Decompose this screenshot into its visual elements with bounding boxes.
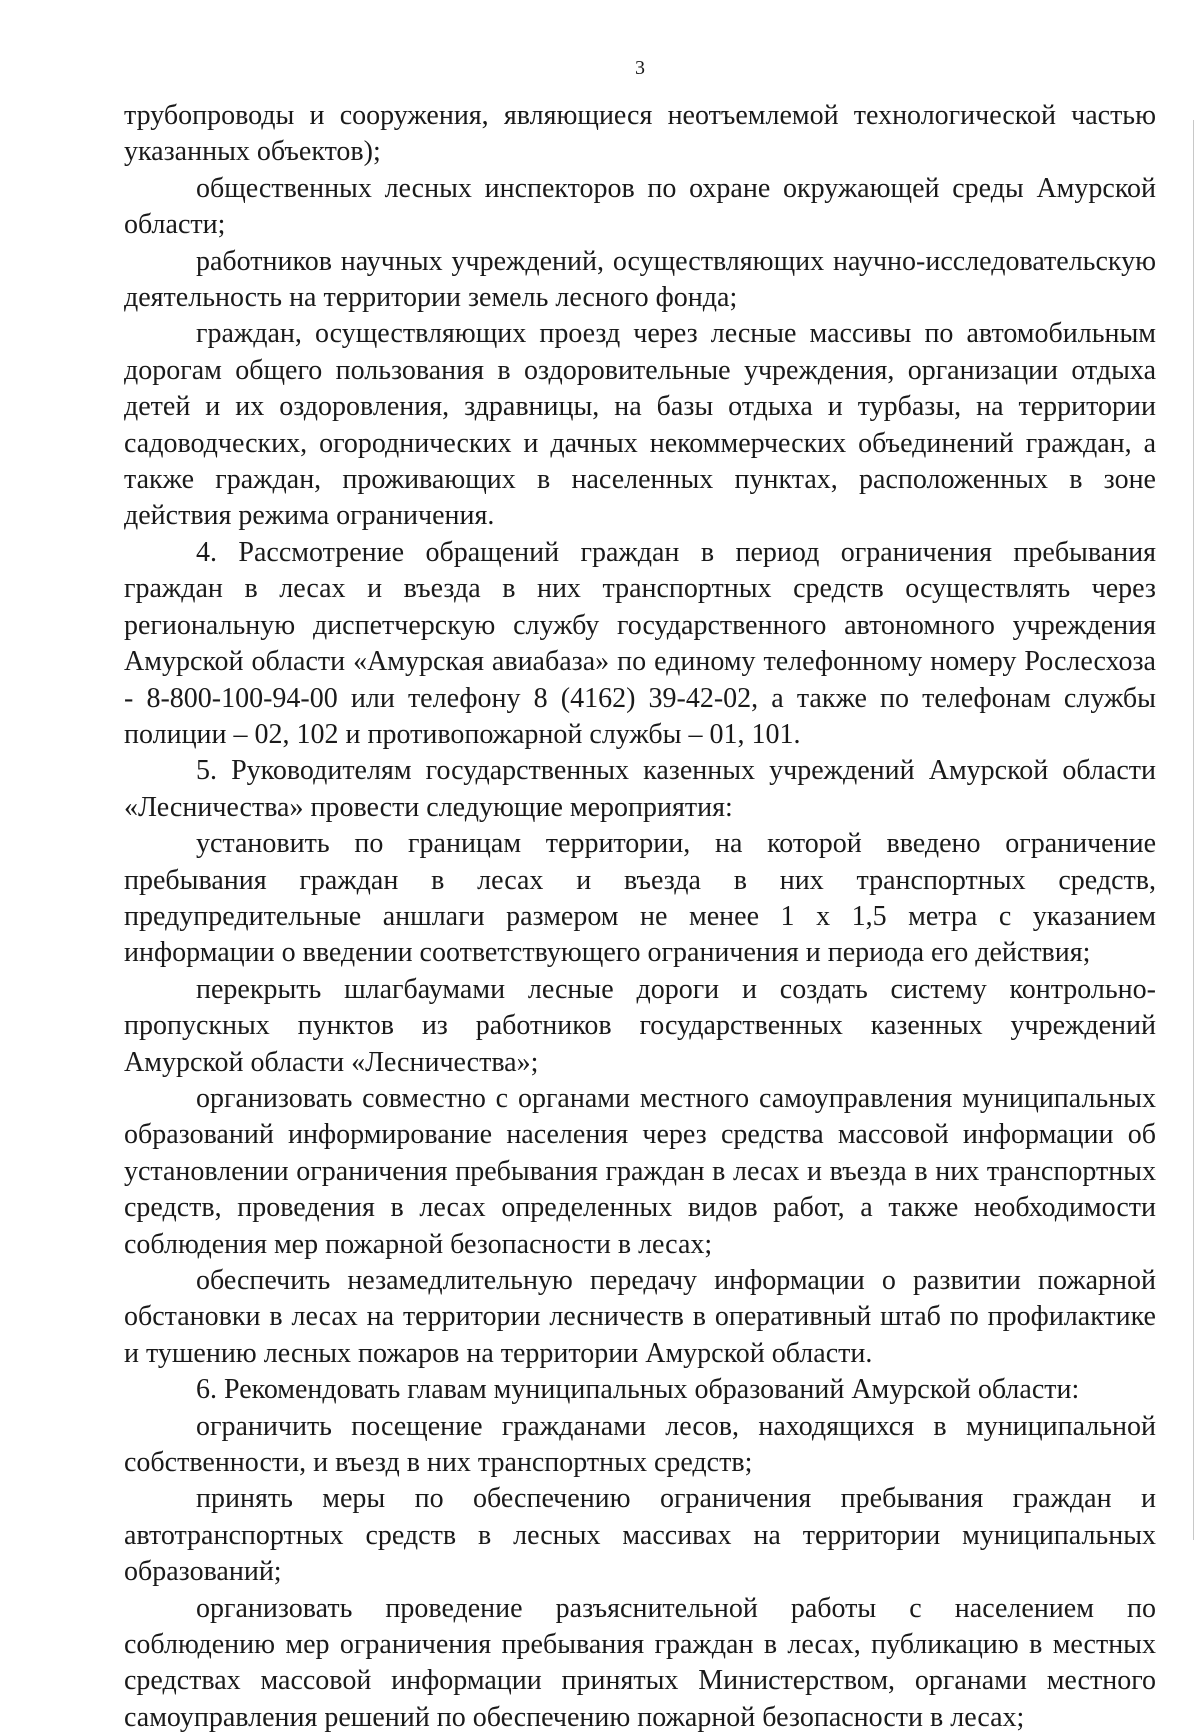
paragraph-research-workers: работников научных учреждений, осуществляющих научно-исследовательскую деятельность на территории земель лесного фонда; [124, 245, 1156, 314]
paragraph-item-4: 4. Рассмотрение обращений граждан в период ограничения пребывания граждан в лесах и въезда в них транспортных средств осуществлять через региональную диспетчерскую службу государственного автономного учреждения Амурской области «Амурская авиабаза» по единому телефонному номеру Рослесхоза - 8-800-100-94-00 или телефону 8 (4162) 39-42-02, а также по телефонам службы полиции – 02, 102 и противопожарной службы – 01, 101. [124, 536, 1156, 750]
paragraph-take-measures: принять меры по обеспечению ограничения пребывания граждан и автотранспортных средств в лесных массивах на территории муниципальных образований; [124, 1483, 1156, 1588]
document-body [124, 98, 1156, 1736]
paragraph-inform-population: организовать совместно с органами местного самоуправления муниципальных образований информирование населения через средства массовой информации об установлении ограничения пребывания граждан в лесах и въезда в них транспортных средств, проведения в лесах определенных видов работ, а также необходимости соблюдения мер пожарной безопасности в лесах; [124, 1082, 1156, 1260]
paragraph-item-5: 5. Руководителям государственных казенных учреждений Амурской области «Лесничества» провести следующие мероприятия: [124, 755, 1156, 823]
paragraph-explanatory-work: организовать проведение разъяснительной работы с населением по соблюдению мер ограничения пребывания граждан в лесах, публикацию в местных средствах массовой информации принятых Министерством, органами местного самоуправления решений по обеспечению пожарной безопасности в лесах; [124, 1592, 1156, 1733]
page-number: 3 [635, 57, 645, 79]
paragraph-barriers: перекрыть шлагбаумами лесные дороги и создать систему контрольно-пропускных пунктов из работников государственных казенных учреждений Амурской области «Лесничества»; [124, 973, 1156, 1078]
paragraph-forest-inspectors: общественных лесных инспекторов по охране окружающей среды Амурской области; [124, 172, 1156, 241]
paragraph-restrict-visits: ограничить посещение гражданами лесов, находящихся в муниципальной собственности, и въезд в них транспортных средств; [124, 1410, 1156, 1479]
paragraph-1-continuation: трубопроводы и сооружения, являющиеся неотъемлемой технологической частью указанных объектов); [124, 100, 1156, 168]
paragraph-citizens-transit: граждан, осуществляющих проезд через лесные массивы по автомобильным дорогам общего пользования в оздоровительные учреждения, организации отдыха детей и их оздоровления, здравницы, на базы отдыха и турбазы, на территории садоводческих, огороднических и дачных некоммерческих объединений граждан, а также граждан, проживающих в населенных пунктах, расположенных в зоне действия режима ограничения. [124, 318, 1156, 532]
paragraph-fire-reporting: обеспечить незамедлительную передачу информации о развитии пожарной обстановки в лесах на территории лесничеств в оперативный штаб по профилактике и тушению лесных пожаров на территории Амурской области. [124, 1265, 1156, 1369]
paragraph-item-6: 6. Рекомендовать главам муниципальных образований Амурской области: [196, 1374, 1080, 1406]
paragraph-install-signs: установить по границам территории, на которой введено ограничение пребывания граждан в лесах и въезда в них транспортных средств, предупредительные аншлаги размером не менее 1 х 1,5 метра с указанием информации о введении соответствующего ограничения и периода его действия; [124, 828, 1156, 969]
scan-edge-line [1193, 120, 1194, 1540]
